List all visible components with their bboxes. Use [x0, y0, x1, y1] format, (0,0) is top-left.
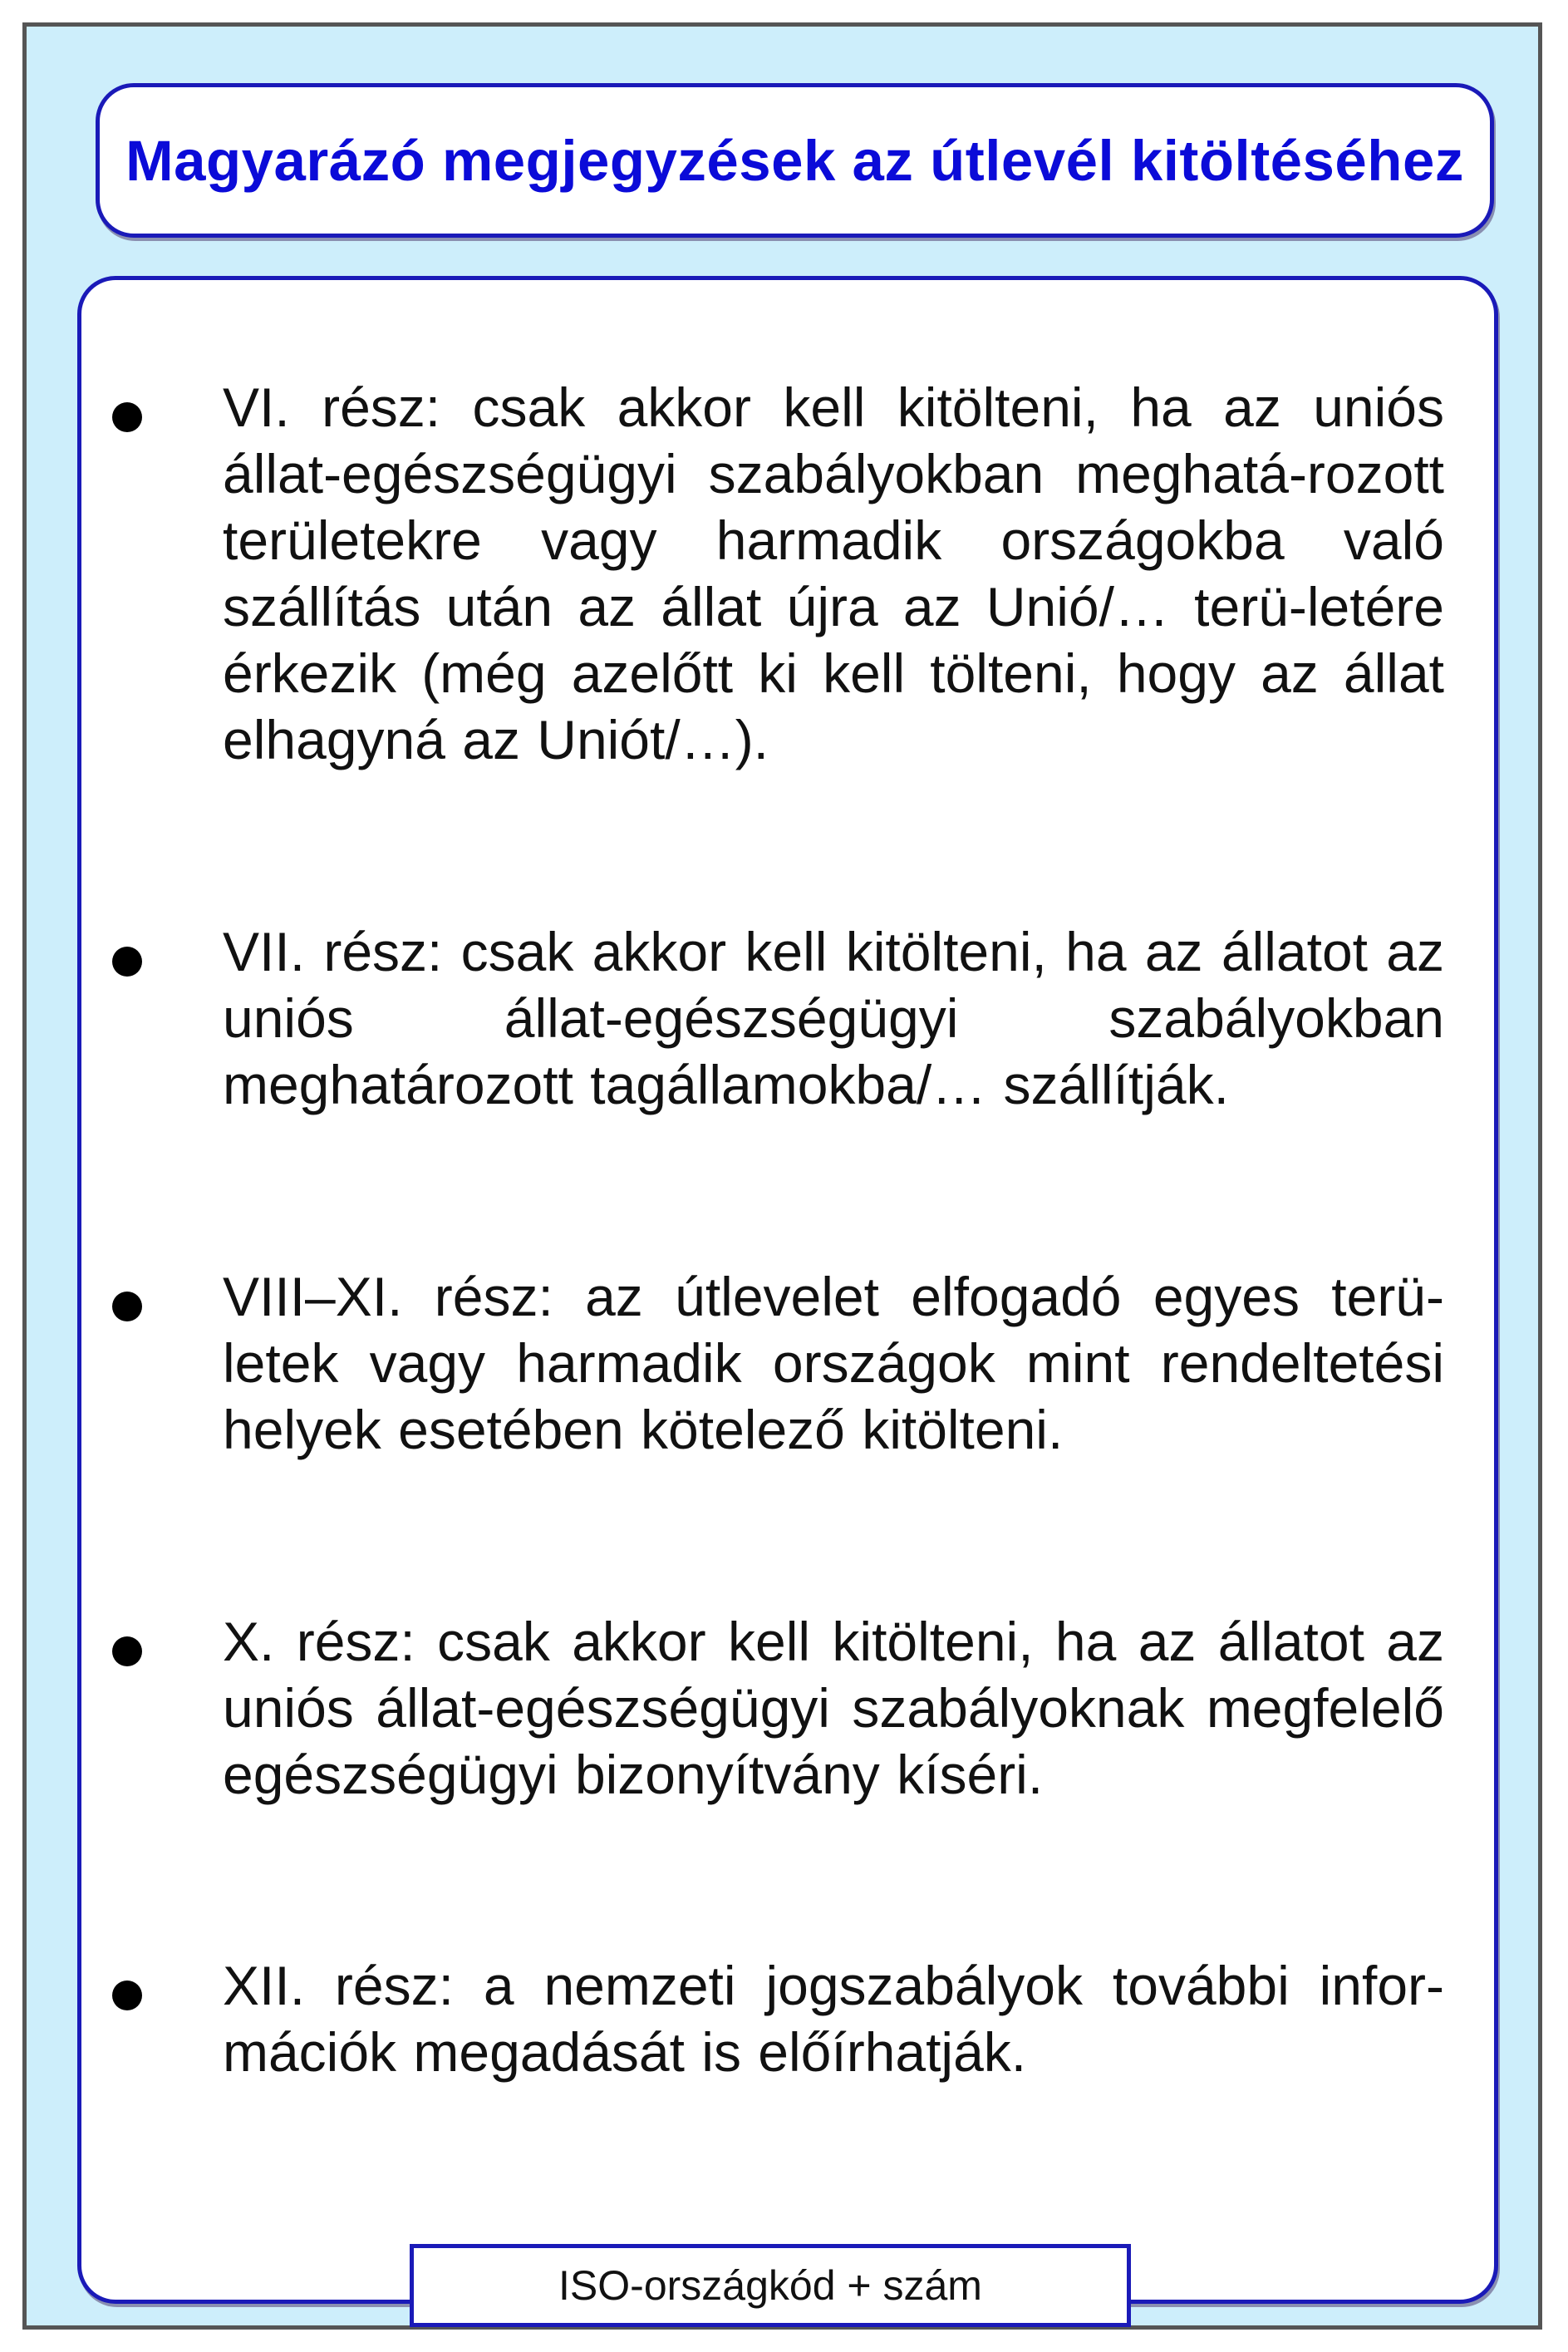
footer-label-box: [410, 2244, 1131, 2327]
note-text: VII. rész: csak akkor kell kitölteni, ha az állatot az uniós állat-egészségügyi szabályokban meghatározott tagállamokba/… szállítják.: [223, 921, 1444, 1115]
bullet-dot-icon: [112, 402, 142, 432]
bullet-dot-icon: [112, 1981, 142, 2010]
page-title: Magyarázó megjegyzések az útlevél kitöltéséhez: [125, 128, 1464, 193]
note-text: X. rész: csak akkor kell kitölteni, ha az állatot az uniós állat-egészségügyi szabályoknak megfelelő egészségügyi bizonyítvány kíséri.: [223, 1611, 1444, 1805]
notes-panel: [77, 276, 1498, 2304]
title-box: [96, 83, 1494, 238]
bullet-dot-icon: [112, 1292, 142, 1321]
footer-label: ISO-országkód + szám: [558, 2262, 982, 2309]
note-text: VIII–XI. rész: az útlevelet elfogadó egyes terü-letek vagy harmadik országok mint rendeltetési helyek esetében kötelező kitölteni.: [223, 1266, 1444, 1460]
bullet-dot-icon: [112, 947, 142, 977]
bullet-dot-icon: [112, 1636, 142, 1666]
note-text: VI. rész: csak akkor kell kitölteni, ha az uniós állat-egészségügyi szabályokban meghatá-rozott területekre vagy harmadik országokba való szállítás után az állat újra az Unió/… terü-letére érkezik (még azelőtt ki kell tölteni, hogy az állat elhagyná az Uniót/…).: [223, 376, 1444, 770]
note-text: XII. rész: a nemzeti jogszabályok további infor-mációk megadását is előírhatják.: [223, 1955, 1444, 2083]
